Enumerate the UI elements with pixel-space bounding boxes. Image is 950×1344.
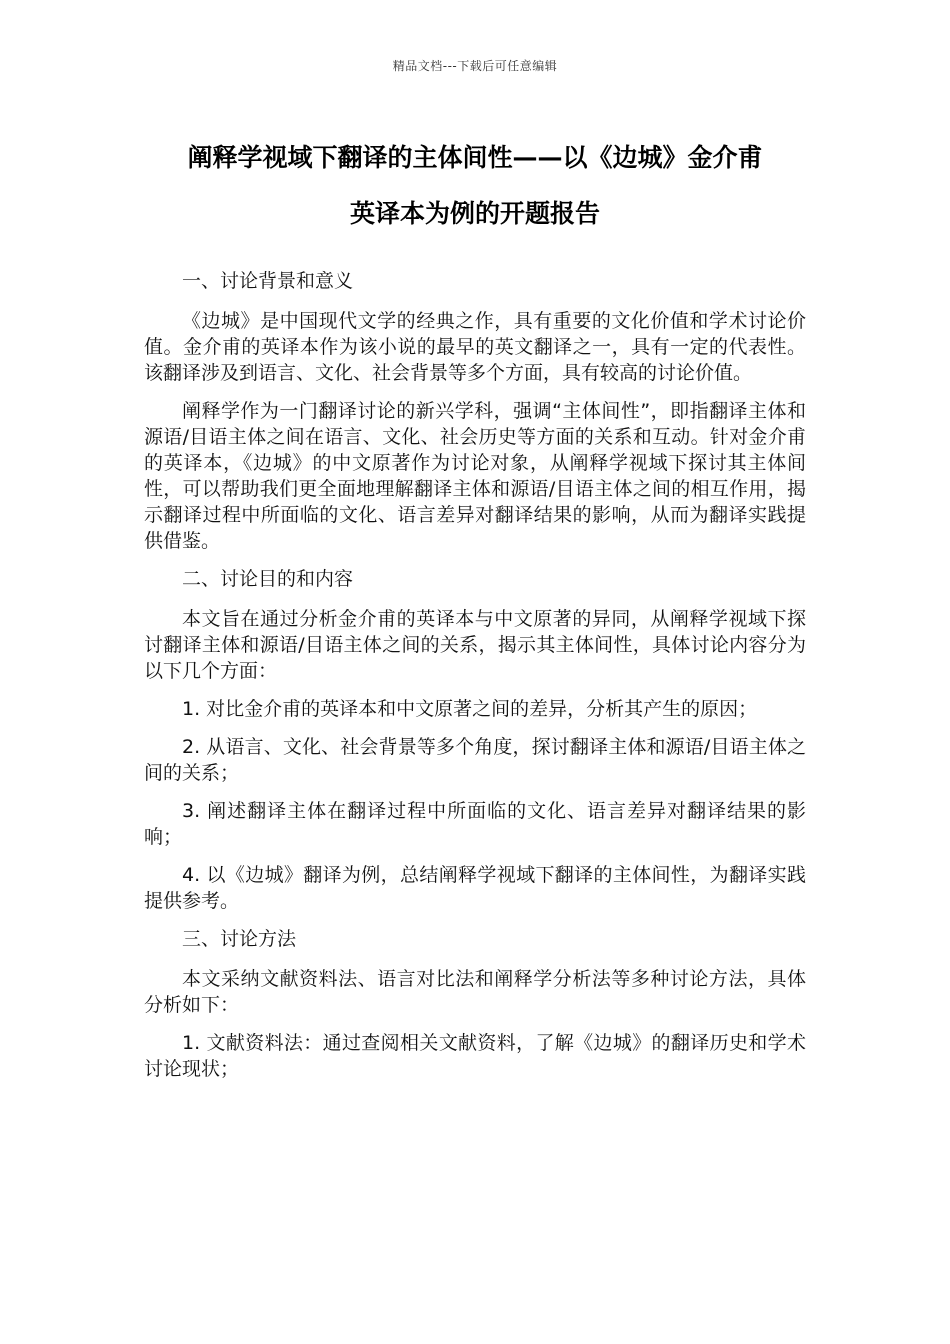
paragraph-methods: 本文采纳文献资料法、语言对比法和阐释学分析法等多种讨论方法，具体分析如下： — [144, 968, 806, 1016]
section-heading-methods: 三、讨论方法 — [182, 928, 297, 950]
paragraph-background-2: 阐释学作为一门翻译讨论的新兴学科，强调“主体间性”，即指翻译主体和源语/目语主体之间在语言、文化、社会历史等方面的关系和互动。针对金介甫的英译本，《边城》的中文原著作为讨论对象，从阐释学视域下探讨其主体间性，可以帮助我们更全面地理解翻译主体和源语/目语主体之间的相互作用，揭示翻译过程中所面临的文化、语言差异对翻译结果的影响，从而为翻译实践提供借鉴。 — [144, 400, 806, 552]
list-item-methods-1: 1. 文献资料法：通过查阅相关文献资料，了解《边城》的翻译历史和学术讨论现状； — [144, 1032, 806, 1080]
list-item-purpose-2: 2. 从语言、文化、社会背景等多个角度，探讨翻译主体和源语/目语主体之间的关系； — [144, 736, 806, 784]
section-heading-purpose: 二、讨论目的和内容 — [182, 568, 354, 590]
document-title — [140, 130, 810, 242]
paragraph-background-1: 《边城》是中国现代文学的经典之作，具有重要的文化价值和学术讨论价值。金介甫的英译本作为该小说的最早的英文翻译之一，具有一定的代表性。该翻译涉及到语言、文化、社会背景等多个方面，具有较高的讨论价值。 — [144, 310, 806, 384]
document-title-line-1: 阐释学视域下翻译的主体间性——以《边城》金介甫 — [187, 143, 763, 172]
page-header-note: 精品文档---下载后可任意编辑 — [392, 59, 558, 73]
document-title-line-2: 英译本为例的开题报告 — [349, 199, 600, 228]
list-item-purpose-3: 3. 阐述翻译主体在翻译过程中所面临的文化、语言差异对翻译结果的影响； — [144, 800, 806, 848]
list-item-purpose-4: 4. 以《边城》翻译为例，总结阐释学视域下翻译的主体间性，为翻译实践提供参考。 — [144, 864, 806, 912]
paragraph-purpose: 本文旨在通过分析金介甫的英译本与中文原著的异同，从阐释学视域下探讨翻译主体和源语/目语主体之间的关系，揭示其主体间性，具体讨论内容分为以下几个方面： — [144, 608, 806, 682]
document-body — [144, 268, 806, 1094]
section-heading-background: 一、讨论背景和意义 — [182, 270, 354, 292]
list-item-purpose-1: 1. 对比金介甫的英译本和中文原著之间的差异，分析其产生的原因； — [182, 698, 758, 720]
